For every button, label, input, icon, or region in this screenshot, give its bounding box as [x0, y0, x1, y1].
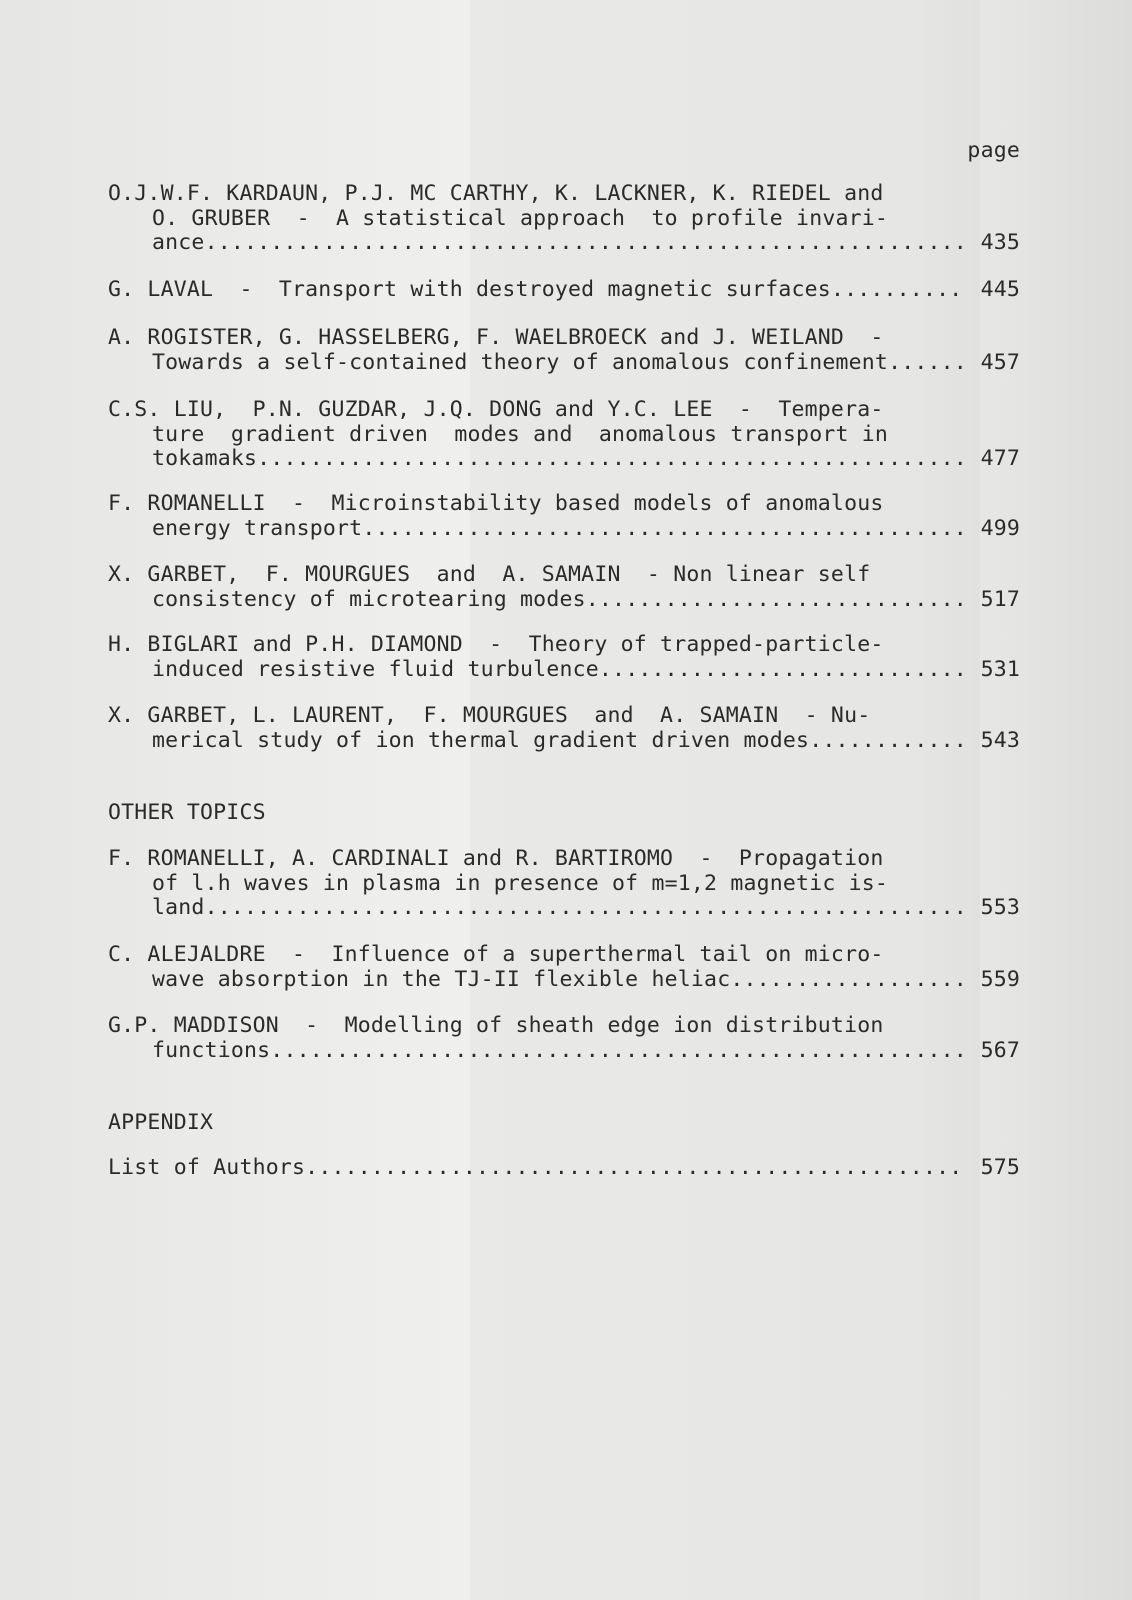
dot-leader — [257, 447, 962, 472]
toc-entry — [108, 492, 1020, 541]
section-heading-appendix: APPENDIX — [108, 1110, 214, 1135]
toc-page-number: 457 — [980, 350, 1020, 375]
toc-entry-leader-line — [108, 1156, 1020, 1181]
toc-page-number: 543 — [980, 728, 1020, 753]
toc-page-number: 445 — [980, 278, 1020, 302]
dot-leader — [205, 896, 962, 921]
toc-entry-line: G.P. MADDISON - Modelling of sheath edge ion distribution — [108, 1014, 884, 1038]
toc-entry-title-end: ance — [152, 231, 205, 255]
toc-entry-line: X. GARBET, F. MOURGUES and A. SAMAIN - Non linear self — [108, 563, 871, 587]
toc-entry — [108, 182, 1020, 256]
toc-page-number: 517 — [980, 587, 1020, 612]
toc-entry-line: of l.h waves in plasma in presence of m=1,2 magnetic is- — [152, 871, 889, 896]
toc-entry-leader-line — [108, 447, 1020, 472]
toc-entry-line: X. GARBET, L. LAURENT, F. MOURGUES and A. SAMAIN - Nu- — [108, 704, 871, 728]
toc-page-number: 435 — [980, 231, 1020, 255]
toc-entry-title-end: Towards a self-contained theory of anomalous confinement — [152, 350, 889, 375]
toc-entry-title-end: merical study of ion thermal gradient driven modes — [152, 728, 810, 753]
toc-entry-leader-line — [108, 968, 1020, 993]
toc-page-number: 559 — [980, 967, 1020, 992]
toc-entry-title-end: G. LAVAL - Transport with destroyed magnetic surfaces — [108, 278, 831, 302]
toc-entry-title-end: land — [152, 896, 205, 920]
toc-entry-leader-line — [108, 351, 1020, 376]
toc-entry-title-end: tokamaks — [152, 447, 258, 471]
dot-leader — [831, 278, 962, 303]
page-column-label: page — [967, 138, 1020, 163]
toc-entry-leader-line — [108, 278, 1020, 303]
toc-page-number: 531 — [980, 657, 1020, 682]
toc-page-number: 477 — [980, 447, 1020, 471]
toc-entry — [108, 847, 1020, 921]
dot-leader — [599, 658, 962, 683]
dot-leader — [888, 351, 962, 376]
toc-entry-line: F. ROMANELLI, A. CARDINALI and R. BARTIROMO - Propagation — [108, 847, 884, 871]
toc-entry-line: F. ROMANELLI - Microinstability based models of anomalous — [108, 492, 884, 516]
toc-entry — [108, 278, 1020, 303]
toc-entry-leader-line — [108, 896, 1020, 921]
toc-entry — [108, 563, 1020, 612]
toc-entry — [108, 398, 1020, 472]
toc-entry-leader-line — [108, 658, 1020, 683]
dot-leader — [305, 1156, 962, 1181]
toc-entry-title-end: induced resistive fluid turbulence — [152, 657, 599, 682]
toc-page-number: 553 — [980, 896, 1020, 920]
toc-entry — [108, 326, 1020, 375]
toc-entry-title-end: consistency of microtearing modes — [152, 587, 586, 612]
toc-entry-leader-line — [108, 1039, 1020, 1064]
toc-page-number: 499 — [980, 516, 1020, 541]
toc-entry-line: C.S. LIU, P.N. GUZDAR, J.Q. DONG and Y.C. LEE - Tempera- — [108, 398, 884, 422]
toc-entry-line: C. ALEJALDRE - Influence of a superthermal tail on micro- — [108, 943, 884, 967]
toc-entry-title-end: wave absorption in the TJ-II flexible heliac — [152, 967, 731, 992]
toc-entry-title-end: List of Authors — [108, 1156, 306, 1180]
toc-entry-line: A. ROGISTER, G. HASSELBERG, F. WAELBROECK and J. WEILAND - — [108, 326, 884, 350]
toc-entry-line: H. BIGLARI and P.H. DIAMOND - Theory of trapped-particle- — [108, 633, 884, 657]
toc-entry-line: O. GRUBER - A statistical approach to profile invari- — [152, 206, 889, 231]
toc-entry-line: O.J.W.F. KARDAUN, P.J. MC CARTHY, K. LACKNER, K. RIEDEL and — [108, 182, 884, 206]
section-heading-other-topics: OTHER TOPICS — [108, 800, 266, 825]
toc-entry-leader-line — [108, 517, 1020, 542]
dot-leader — [362, 517, 962, 542]
toc-entry — [108, 943, 1020, 992]
toc-entry-leader-line — [108, 729, 1020, 754]
dot-leader — [586, 588, 962, 613]
dot-leader — [270, 1039, 962, 1064]
toc-entry-leader-line — [108, 231, 1020, 256]
toc-page-number: 567 — [980, 1038, 1020, 1063]
toc-entry — [108, 633, 1020, 682]
toc-page-number: 575 — [980, 1156, 1020, 1180]
toc-entry — [108, 704, 1020, 753]
toc-entry-title-end: functions — [152, 1038, 271, 1063]
toc-entry — [108, 1156, 1020, 1181]
toc-entry — [108, 1014, 1020, 1063]
toc-entry-leader-line — [108, 588, 1020, 613]
toc-entry-title-end: energy transport — [152, 516, 363, 541]
dot-leader — [809, 729, 962, 754]
dot-leader — [730, 968, 962, 993]
dot-leader — [205, 231, 962, 256]
toc-entry-line: ture gradient driven modes and anomalous transport in — [152, 422, 889, 447]
